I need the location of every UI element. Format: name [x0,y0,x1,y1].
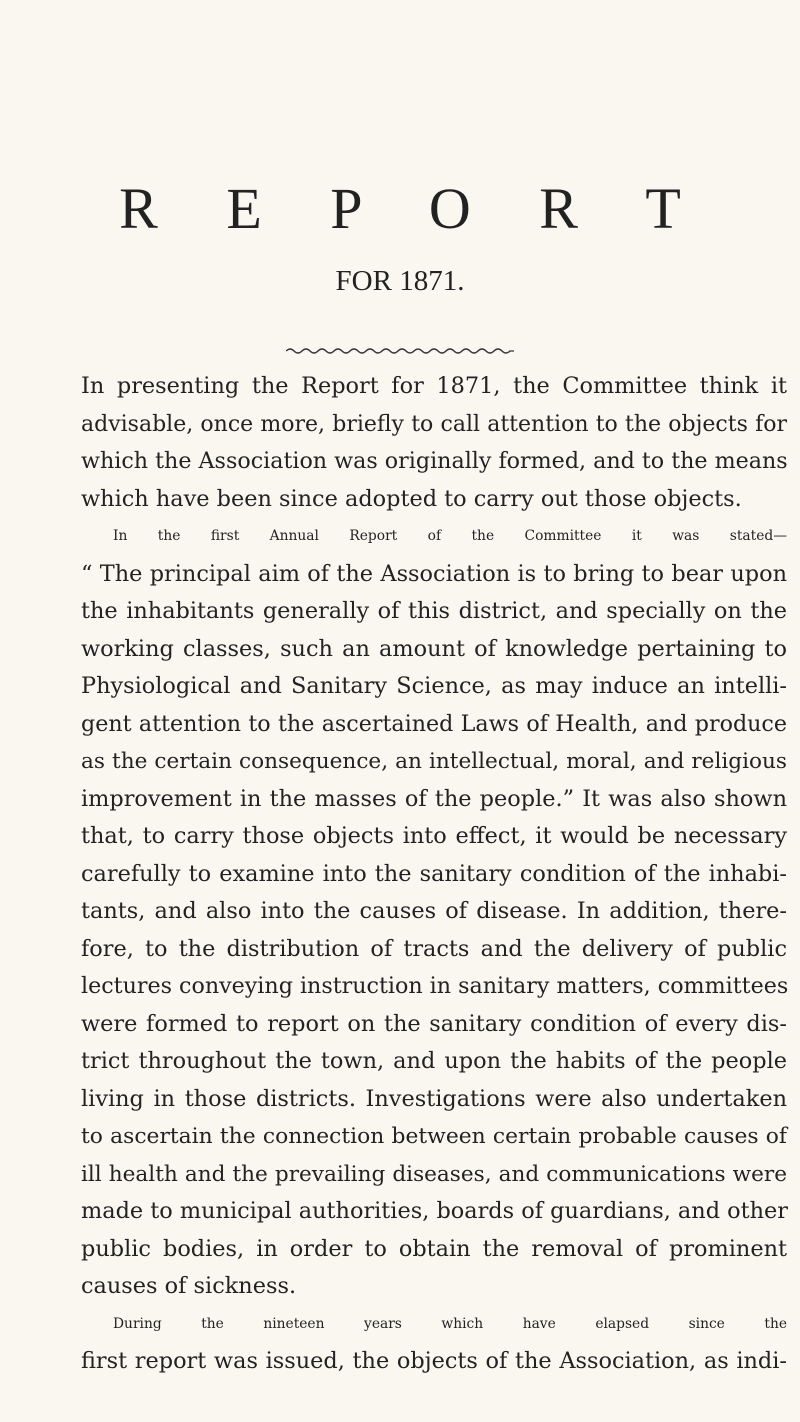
text-line: made to municipal authorities, boards of guardians, and other [81,1198,788,1224]
text-line: that, to carry those objects into effect, it would be necessary [81,823,787,849]
text-line: During the nineteen years which have elapsed since the [113,1315,787,1332]
text-line: working classes, such an amount of knowledge pertaining to [81,635,787,662]
text-line: “ The principal aim of the Association is to bring to bear upon [81,560,787,587]
text-line: living in those districts. Investigations were also undertaken [81,1085,787,1112]
report-body [81,368,787,1381]
text-line: ill health and the prevailing diseases, and communications were [81,1161,787,1187]
report-title: R E P O R T [119,176,708,241]
text-line: carefully to examine into the sanitary condition of the inhabi- [81,860,787,887]
decorative-wavy-rule [286,346,514,356]
text-line: improvement in the masses of the people.” It was also shown [81,785,787,812]
text-line: trict throughout the town, and upon the habits of the people [81,1048,787,1074]
report-subtitle: FOR 1871. [335,265,465,297]
text-line: advisable, once more, briefly to call attention to the objects for [81,411,787,437]
text-line: lectures conveying instruction in sanitary matters, committees [81,973,789,999]
text-line: Physiological and Sanitary Science, as may induce an intelli- [81,673,787,699]
text-line: were formed to report on the sanitary condition of every dis- [81,1010,787,1037]
text-line: which the Association was originally formed, and to the means [81,448,788,474]
text-line: tants, and also into the causes of disease. In addition, there- [81,898,787,924]
text-line: causes of sickness. [81,1273,297,1299]
text-line: the inhabitants generally of this district, and specially on the [81,598,787,624]
text-line: In presenting the Report for 1871, the Committee think it [81,373,787,399]
text-line: to ascertain the connection between certain probable causes of [81,1124,787,1149]
text-line: fore, to the distribution of tracts and the delivery of public [81,935,787,962]
text-line: first report was issued, the objects of the Association, as indi- [81,1348,787,1374]
text-line: gent attention to the ascertained Laws of Health, and produce [81,710,787,737]
text-line: In the first Annual Report of the Committee it was stated— [113,528,787,544]
text-line: which have been since adopted to carry out those objects. [81,485,742,512]
text-line: public bodies, in order to obtain the removal of prominent [81,1235,787,1262]
text-line: as the certain consequence, an intellectual, moral, and religious [81,749,787,774]
